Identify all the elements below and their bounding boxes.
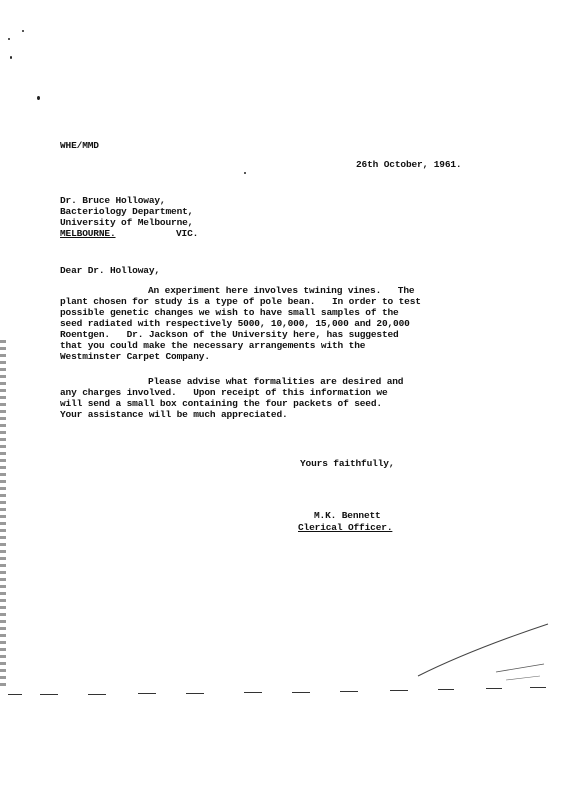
paragraph-line: seed radiated with respectively 5000, 10,000, 15,000 and 20,000 xyxy=(60,318,410,329)
paragraph-experiment xyxy=(60,285,421,362)
scan-speck xyxy=(22,30,24,32)
paragraph-request xyxy=(60,376,403,420)
reference-code: WHE/MMD xyxy=(60,140,99,151)
paragraph-line: will send a small box containing the four packets of seed. xyxy=(60,398,382,409)
recipient-institution: University of Melbourne, xyxy=(60,217,194,228)
signatory-title: Clerical Officer. xyxy=(298,522,393,533)
scan-speck xyxy=(37,96,40,100)
recipient-department: Bacteriology Department, xyxy=(60,206,194,217)
paragraph-line: plant chosen for study is a type of pole bean. In order to test xyxy=(60,296,421,307)
recipient-city: MELBOURNE. xyxy=(60,228,116,239)
scan-speck xyxy=(8,38,10,40)
salutation: Dear Dr. Holloway, xyxy=(60,265,160,276)
paragraph-line: Westminster Carpet Company. xyxy=(60,351,210,362)
closing: Yours faithfully, xyxy=(300,458,395,469)
letter-date: 26th October, 1961. xyxy=(356,159,462,170)
paragraph-line: possible genetic changes we wish to have small samples of the xyxy=(60,307,399,318)
scan-edge-artifact xyxy=(0,340,6,690)
signatory-name: M.K. Bennett xyxy=(314,510,381,521)
scan-speck xyxy=(244,172,246,174)
recipient-state: VIC. xyxy=(176,228,199,239)
scan-speck xyxy=(10,56,12,59)
paragraph-line: that you could make the necessary arrangements with the xyxy=(60,340,366,351)
paragraph-line: Please advise what formalities are desired and xyxy=(148,376,404,387)
paragraph-line: any charges involved. Upon receipt of this information we xyxy=(60,387,388,398)
paragraph-line: An experiment here involves twining vines. The xyxy=(148,285,415,296)
recipient-name: Dr. Bruce Holloway, xyxy=(60,195,166,206)
paragraph-line: Your assistance will be much appreciated. xyxy=(60,409,288,420)
paragraph-line: Roentgen. Dr. Jackson of the University here, has suggested xyxy=(60,329,399,340)
